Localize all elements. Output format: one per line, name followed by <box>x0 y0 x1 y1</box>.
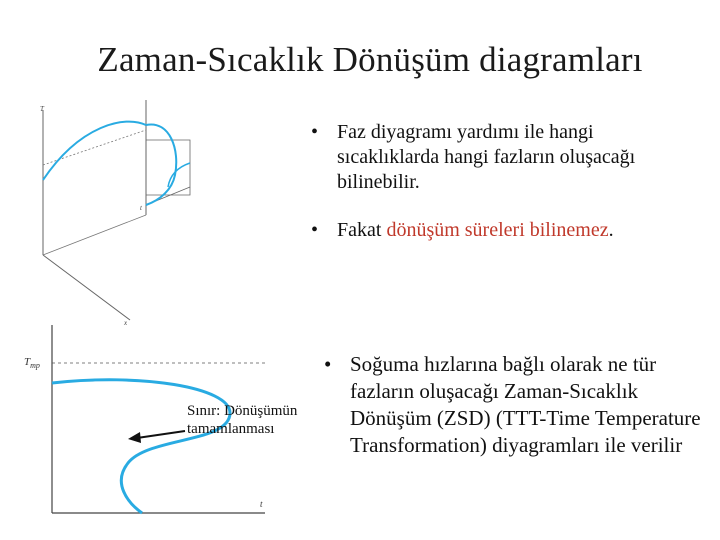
bullet-2 <box>305 218 705 243</box>
bullet-3-text: Soğuma hızlarına bağlı olarak ne tür fazların oluşacağı Zaman-Sıcaklık Dönüşüm (ZSD) (TTT-Time Temperature Transformation) diyagramları ile verilir <box>350 352 701 457</box>
curve-left <box>43 122 146 180</box>
bullet-1-text: Faz diyagramı yardımı ile hangi sıcaklıklarda hangi fazların oluşacağı bilinebilir. <box>337 121 636 193</box>
page-title: Zaman-Sıcaklık Dönüşüm diagramları <box>97 40 643 79</box>
axis-label-t: T <box>40 105 44 113</box>
axis-label-x: x <box>124 319 128 327</box>
phase-diagram-3d <box>30 95 190 325</box>
curve-main <box>146 124 176 205</box>
axis-label-time: t <box>140 204 142 212</box>
bullet-3 <box>318 351 718 459</box>
bullet-dot: • <box>311 121 319 143</box>
base-diagonal <box>43 215 146 255</box>
axis-label-t: t <box>260 499 263 509</box>
bullet-dot: • <box>311 219 319 241</box>
bullet-2-prefix: Fakat <box>337 219 387 241</box>
x-axis-diagonal <box>43 255 130 320</box>
arrow-head <box>128 432 141 443</box>
bullet-2-suffix: . <box>608 219 614 241</box>
boundary-annotation: Sınır: Dönüşümün tamamlanması <box>187 403 298 437</box>
tmp-label: $T_{mp}$ <box>24 356 40 370</box>
bullet-dot: • <box>324 352 332 376</box>
transformation-curve <box>52 380 230 513</box>
arrow-shaft <box>137 431 185 438</box>
bullet-2-highlight: dönüşüm süreleri bilinemez <box>386 219 609 241</box>
bullet-1 <box>305 120 685 195</box>
